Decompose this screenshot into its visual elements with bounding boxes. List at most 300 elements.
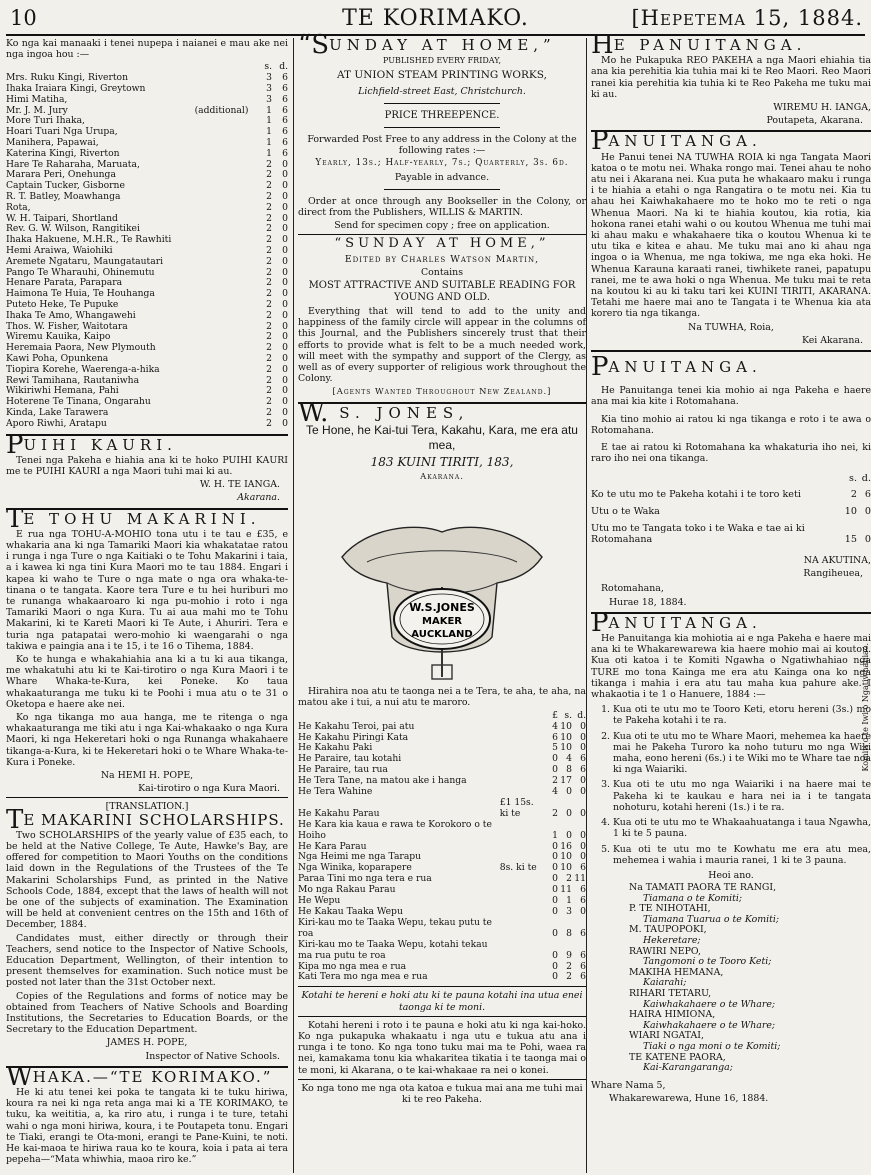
price-d: 6	[580, 927, 586, 939]
amount-d: 0	[282, 244, 288, 256]
stamp-city: AUCKLAND	[411, 629, 473, 641]
subscriber-note	[195, 214, 256, 225]
price-l: 0	[552, 884, 558, 896]
subscriber-note	[195, 181, 256, 192]
subscriber-name: Tiopira Korehe, Waerenga-a-hika	[6, 363, 160, 375]
table-row	[6, 419, 288, 430]
subscriber-note	[195, 138, 256, 149]
subscriber-name: Rewi Tamihana, Rautaniwha	[6, 374, 140, 386]
price-s: 2	[566, 971, 572, 983]
subscriber-name: Hare Te Raharaha, Maruata,	[6, 158, 140, 170]
list-item: 4. Kua oti te utu mo te Whakaahuatanga i taua Ngawha, 1 ki te 5 pauna.	[613, 817, 871, 839]
price-d: 6	[580, 753, 586, 765]
price-l: 4	[552, 786, 558, 798]
panui1-body: Mo he Pukapuka REO PAKEHA a nga Maori ehiahia tia ana kia perehitia kia tuhia mai ki te Reo Maori. Reo Maori ranei kia perehitia kia tuhia ki te Reo Pakeha me tuku mai ki au.	[591, 55, 871, 100]
sunday-published: PUBLISHED EVERY FRIDAY,	[382, 56, 502, 66]
price-s: 2	[566, 960, 572, 972]
committee-member: RAWIRI NEPO,	[629, 945, 702, 957]
panui3-title: Rangiheuea,	[803, 568, 863, 580]
subscriber-name: Wiremu Kauika, Kaipo	[6, 331, 111, 343]
committee-role: Tiamana Tuarua o te Komiti;	[643, 913, 780, 925]
subscriber-note	[195, 84, 256, 95]
price-item: He Kakahu Teroi, pai atu	[298, 720, 415, 732]
subscriber-name: Pango Te Wharauhi, Ohinemutu	[6, 266, 155, 278]
table-row	[298, 918, 586, 940]
amount-d: 0	[282, 374, 288, 386]
price-item: He Tera Tane, na matou ake i hanga	[298, 775, 467, 787]
price-item: Nga Heimi me nga Tarapu	[298, 851, 422, 863]
amount-s: 2	[266, 406, 272, 418]
jones-address: 183 KUINI TIRITI, 183,	[370, 454, 514, 469]
amount-s: 3	[266, 72, 272, 84]
amount-d: 0	[282, 396, 288, 408]
translation-label: [TRANSLATION.]	[105, 801, 189, 813]
subscriber-note	[195, 246, 256, 257]
table-row: £ s. d.	[552, 709, 586, 721]
committee-role: Kaiwhakahaere o te Whare;	[643, 1019, 776, 1031]
panui3-fee-table	[591, 471, 871, 550]
panui3-line2: Kia tino mohio ai ratou ki nga tikanga e roto i te awa o Rotomahana.	[591, 413, 871, 436]
committee-member: RIHARI TETARU,	[629, 988, 712, 1000]
committee-member: TE KATENE PAORA,	[629, 1051, 726, 1063]
amount-s: 2	[266, 374, 272, 386]
amount-s: 2	[266, 234, 272, 246]
price-l: 0	[552, 949, 558, 961]
amount-s: 2	[266, 255, 272, 267]
subscriber-note	[195, 160, 256, 171]
committee-member: M. TAUPOPOKI,	[629, 924, 707, 936]
jones-intro: Hirahira noa atu te taonga nei a te Tera, te aha, te aha, na matou ake i tui, a nui atu te maroro.	[298, 686, 586, 709]
amount-d: 0	[282, 201, 288, 213]
newspaper-title: TE KORIMAKO.	[342, 6, 529, 31]
stamp-name: W.S.JONES	[409, 601, 475, 615]
unit-s: s.	[264, 61, 272, 73]
panui2-signature: Na TUWHA, Roia,	[688, 321, 774, 333]
subscriber-name: Manihera, Papawai,	[6, 136, 99, 148]
price-range	[500, 896, 544, 907]
price-d: 6	[580, 764, 586, 776]
price-l: 0	[552, 764, 558, 776]
amount-d: 6	[282, 93, 288, 105]
sunday2-editor: Edited by Charles Watson Martin,	[344, 253, 540, 265]
panui4-intro: He Panuitanga kia mohiotia ai e nga Pakeha e haere mai ana ki te Whakarewarewa kia haere mohio mai ai koutou. Kua oti katoa i te Komiti Ngawha o Ngatiwhahiao nga TURE mo tona Kainga me era atu Kainga ona ko nga tikanga i mahia i era atu tau maha kua pahure ake. I whakaotia i te 1 o Hanuere, 1884 :—	[591, 633, 871, 701]
committee-member: WIARI NGATAI,	[629, 1030, 704, 1042]
fee-d: 0	[864, 534, 871, 546]
amount-d: 0	[282, 417, 288, 429]
price-item: Nga Winika, koparapere	[298, 862, 412, 874]
price-item: He Kakahu Parau	[298, 807, 380, 819]
amount-s: 2	[266, 352, 272, 364]
whaka-header: WHAKA.—“TE KORIMAKO.”	[6, 1061, 273, 1092]
price-range	[500, 874, 544, 885]
subscriber-name: Hoari Tuari Nga Urupa,	[6, 126, 118, 138]
subscriber-note	[195, 289, 256, 300]
fee-item: Ko te utu mo te Pakeha kotahi i te toro keti	[591, 489, 801, 501]
masthead	[6, 4, 865, 36]
price-s: 9	[566, 949, 572, 961]
amount-s: 2	[266, 320, 272, 332]
table-row	[298, 940, 586, 962]
jones-price-table	[298, 711, 586, 984]
amount-s: 2	[266, 396, 272, 408]
panui3-date: Hurae 18, 1884.	[609, 596, 687, 608]
price-l: 0	[552, 960, 558, 972]
amount-d: 0	[282, 190, 288, 202]
subscriber-name: Rota,	[6, 201, 31, 213]
subscriber-note	[195, 116, 256, 127]
amount-d: 0	[282, 385, 288, 397]
amount-s: 2	[266, 169, 272, 181]
subscriber-name: Thos. W. Fisher, Waitotara	[6, 320, 128, 332]
subscriber-name: Katerina Kingi, Riverton	[6, 147, 120, 159]
committee-member: P. TE NIHOTAHI,	[629, 903, 711, 915]
price-range	[500, 885, 544, 896]
price-l: 0	[552, 971, 558, 983]
price-range	[500, 776, 544, 787]
panui1-place: Poutapeta, Akarana.	[766, 115, 863, 127]
amount-s: 1	[266, 136, 272, 148]
unit-d: d.	[279, 61, 288, 73]
amount-d: 6	[282, 104, 288, 116]
saddle-illustration	[327, 487, 557, 682]
committee-role: Hekeretare;	[643, 935, 701, 947]
amount-d: 0	[282, 298, 288, 310]
table-row	[591, 504, 871, 521]
jones-tagline: Te Hone, he Kai-tui Tera, Kakahu, Kara, me era atu mea,	[306, 422, 578, 452]
committee-member: MAKIHA HEMANA,	[629, 966, 724, 978]
price-range	[500, 733, 544, 744]
price-s: 10	[560, 742, 572, 754]
price-range: £1 15s. ki te	[499, 796, 534, 819]
amount-s: 2	[266, 342, 272, 354]
price-item: Kati Tera mo nga mea e rua	[298, 971, 428, 983]
price-d: 0	[580, 731, 586, 743]
column-middle	[293, 30, 586, 1173]
committee-role: Tiaki o nga moni o te Komiti;	[643, 1041, 781, 1053]
table-row	[298, 885, 586, 896]
subscriber-note	[195, 95, 256, 106]
amount-d: 0	[282, 277, 288, 289]
sunday-specimen: Send for specimen copy ; free on application.	[334, 220, 550, 232]
price-d: 0	[580, 775, 586, 787]
sunday2-attractive: MOST ATTRACTIVE AND SUITABLE READING FOR YOUNG AND OLD.	[308, 280, 576, 304]
panui2-place: Kei Akarana.	[802, 334, 863, 346]
price-range	[500, 940, 544, 962]
price-d: 6	[580, 884, 586, 896]
price-range	[500, 918, 544, 940]
price-l: 1	[552, 829, 558, 841]
tohu-paragraph: E rua nga TOHU-A-MOHIO tona utu i te tau e £35, e whakaria ana ki nga Tamariki Maori kia whakatatae ratou i runga i nga Ture o nga Kaitiaki o te Tohu Makarini i taia, a i kawea ki nga tini Kura Maori mo te tau 1884. Engari i kapea ki waho te Ture o nga mate o nga ora whaka-te-tinana o te tangata. Kaore tera Ture e tu hei huriburi mo te runanga whakaaroaro ki nga pu-mohio i roto i nga Tamariki Maori o nga Kura. Tu ai aua mahi mo te Tohu Makarini, ki te Kareti Maori ki Te Aute, i Ahuriri. Tera e turia nga patapatai wero-mohio ki waengarahi o nga takiwa e paingia ana i te 15, i te 16 o Tihema, 1884.	[6, 528, 288, 652]
price-s: 1	[566, 895, 572, 907]
scholarship-paragraph: Copies of the Regulations and forms of notice may be obtained from Teachers of Native Schools and Boarding Institutions, the Secretaries to Education Boards, or the Secretary to the Education Department.	[6, 990, 288, 1036]
amount-d: 0	[282, 406, 288, 418]
amount-s: 2	[266, 180, 272, 192]
whaka-body: He ki atu tenei kei poka te tangata ki te tuku hiriwa, koura ra nei ki nga reta anga mai ki a TE KORIMAKO, te tuku, ka weititia, a, ka riro atu, i runga i te ture, tetahi wahi o nga moni hiriwa, koura, i te Poutapeta tonu. Engari te Tiaki, erangi te Ota-moni, erangi te Pane-Kuini, te noti. He kai-maoa te hiriwa raua ko te koura, koia i pata ai tera pepeha—“Mata whiwhia, maoa riro ke.”	[6, 1087, 288, 1166]
puihi-kauri-body: Tenei nga Pakeha e hiahia ana ki te hoko PUIHI KAURI me te PUIHI KAURI a nga Maori tuhi mai ki au.	[6, 454, 288, 477]
amount-s: 2	[266, 266, 272, 278]
amount-d: 0	[282, 223, 288, 235]
panui4-footer-place: Whakarewarewa, Hune 16, 1884.	[609, 1093, 769, 1104]
subscriber-name: Captain Tucker, Gisborne	[6, 180, 125, 192]
amount-s: 1	[266, 115, 272, 127]
subscriber-note	[195, 408, 256, 419]
amount-s: 2	[266, 363, 272, 375]
subscriber-name: Hoterene Te Tinana, Ongarahu	[6, 396, 151, 408]
committee-list	[621, 883, 871, 1074]
subscriber-note	[195, 73, 256, 84]
amount-d: 0	[282, 309, 288, 321]
amount-s: 2	[266, 201, 272, 213]
subscriber-note	[195, 343, 256, 354]
amount-s: 2	[266, 309, 272, 321]
amount-s: 3	[266, 93, 272, 105]
list-item: 5. Kua oti te utu mo te Kowhatu me era atu mea, mehemea i wahia i mauria ranei, 1 ki te 3 pauna.	[613, 844, 871, 866]
panui3-intro: He Panuitanga tenei kia mohio ai nga Pakeha e haere ana mai kia kite i Rotomahana.	[591, 385, 871, 408]
table-row: s. d.	[849, 472, 871, 484]
subscriber-note: (additional)	[194, 104, 249, 116]
committee-role: Kaiarahi;	[643, 977, 687, 989]
price-d: 6	[580, 949, 586, 961]
amount-d: 6	[282, 147, 288, 159]
subscriber-name: Mr. J. M. Jury	[6, 104, 68, 116]
subscriber-note	[195, 311, 256, 322]
amount-s: 2	[266, 277, 272, 289]
scholarship-paragraph: Two SCHOLARSHIPS of the yearly value of £35 each, to be held at the Native College, Te Aute, Hawke's Bay, are offered for competition to Maori Youths on the conditions laid down in the Regulations of the Trustees of the Te Makarini Scholarships Fund, as printed in the Native Schools Code, 1884, except that the laws of health will not be one of the subjects of examination. The Examination will be held at convenient centres on the 15th and 16th of December, 1884.	[6, 829, 288, 931]
table-row	[6, 365, 288, 376]
price-s: 10	[560, 720, 572, 732]
table-row	[591, 487, 871, 504]
price-item: Kiri-kau mo te Taaka Wepu, tekau putu te roa	[298, 916, 492, 939]
panui4-closing: Heoi ano.	[708, 869, 754, 881]
table-row	[298, 787, 586, 798]
fee-d: 0	[864, 506, 871, 518]
committee-role: Tiamana o te Komiti;	[643, 892, 743, 904]
jones-header: W. S. JONES,	[298, 397, 470, 428]
price-item: Paraa Tini mo nga tera e rua	[298, 873, 432, 885]
amount-d: 0	[282, 331, 288, 343]
fee-s: 10	[844, 506, 857, 518]
amount-s: 2	[266, 244, 272, 256]
subscriber-name: Kinda, Lake Tarawera	[6, 406, 109, 418]
fee-s: 2	[850, 489, 857, 501]
stamp-maker: MAKER	[422, 616, 462, 628]
amount-s: 2	[266, 190, 272, 202]
price-l: 0	[552, 873, 558, 885]
subscriber-note	[195, 235, 256, 246]
price-d: 0	[580, 851, 586, 863]
amount-s: 1	[266, 104, 272, 116]
price-range	[500, 765, 544, 776]
scholarship-paragraph: Candidates must, either directly or through their Teachers, send notice to the Inspector of Native Schools, Education Department, Wellington, of their intention to present themselves for examination. Such notice must be posted not later than the 31st October next.	[6, 932, 288, 989]
jones-city: Akarana.	[420, 472, 464, 483]
price-d: 6	[580, 960, 586, 972]
price-s: 4	[566, 753, 572, 765]
issue-date: [Hepetema 15, 1884.	[631, 6, 863, 30]
panui4-list	[613, 704, 871, 866]
price-item: He Kara kia kaua e rawa te Korokoro o te Hoiho	[298, 818, 492, 841]
amount-d: 0	[282, 320, 288, 332]
price-range	[500, 820, 544, 842]
price-item: He Wepu	[298, 895, 341, 907]
subscriber-name: Ihaka Te Amo, Whangawehi	[6, 309, 136, 321]
sunday-price: PRICE THREEPENCE.	[384, 109, 500, 121]
price-l: 0	[552, 840, 558, 852]
price-d: 6	[580, 971, 586, 983]
subscriber-note	[195, 376, 256, 387]
price-range	[500, 722, 544, 733]
subscriber-name: W. H. Taipari, Shortland	[6, 212, 118, 224]
amount-d: 0	[282, 255, 288, 267]
price-d: 0	[580, 906, 586, 917]
puihi-kauri-header: PUIHI KAURI.	[6, 429, 177, 460]
subscriber-note	[195, 170, 256, 181]
panui1-header: HE PANUITANGA.	[591, 30, 807, 60]
subscriber-note	[195, 278, 256, 289]
panui4-header: PANUITANGA.	[591, 607, 762, 638]
amount-s: 2	[266, 385, 272, 397]
price-range	[500, 907, 544, 918]
amount-d: 0	[282, 169, 288, 181]
price-s: 0	[566, 807, 572, 819]
table-row	[298, 798, 586, 820]
subscriber-note	[195, 365, 256, 376]
tohu-paragraph: Ko te hunga e whakahiahia ana ki a tu ki aua tikanga, me whakatuhi atu ki te Kai-tirotiro o nga Kura Maori i te Whare Whaka-te-Kura, kei Poneke. Ko taua whakaaturanga me tuku ki te Poohi i mua atu o te 31 o Oketopa e haere ake nei.	[6, 653, 288, 710]
sunday2-body: Everything that will tend to add to the unity and happiness of the family circle will appear in the columns of this Journal, and the Publishers sincerely trust that their efforts to provide what is felt to be a much needed work, will meet with the sympathy and support of the Clergy, as well as of every supporter of religious work throughout the Colony.	[298, 306, 586, 385]
column-left	[6, 38, 288, 1173]
subscriber-note	[195, 224, 256, 235]
amount-d: 0	[282, 363, 288, 375]
price-l: 2	[552, 775, 558, 787]
subscriber-name: Kawi Poha, Opunkena	[6, 352, 109, 364]
table-row	[298, 820, 586, 842]
subscriber-name: Puteto Heke, Te Pupuke	[6, 298, 119, 310]
panui2-header: PANUITANGA.	[591, 126, 762, 157]
price-d: 0	[580, 742, 586, 754]
amount-s: 2	[266, 417, 272, 429]
price-s: 2	[566, 873, 572, 885]
amount-s: 3	[266, 83, 272, 94]
list-item: 1. Kua oti te utu mo te Tooro Keti, etoru hereni (3s.) mo te Pakeha kotahi i te ra.	[613, 704, 871, 726]
subscriber-note	[195, 127, 256, 138]
list-item: 3. Kua oti te utu mo nga Waiariki i na haere mai te Pakeha ki te kaukau e hara nei ia i te tangata nohoturu, kotahi hereni (1s.) i te ra.	[613, 779, 871, 813]
subscriber-name: Rev. G. W. Wilson, Rangitikei	[6, 223, 140, 235]
jones-note: Kotahi te hereni e hoki atu ki te pauna kotahi ina utua enei taonga ki te moni.	[301, 990, 583, 1013]
amount-d: 0	[282, 212, 288, 224]
price-range	[500, 754, 544, 765]
subscriber-name: Ihaka Iraiara Kingi, Greytown	[6, 83, 146, 94]
subscriber-name: Wikiriwhi Hemana, Pahi	[6, 385, 119, 397]
table-row	[298, 722, 586, 733]
sunday-address: Lichfield-street East, Christchurch.	[358, 85, 526, 97]
column-right	[586, 30, 871, 1173]
amount-d: 0	[282, 234, 288, 246]
subscriber-name: Himi Matiha,	[6, 93, 68, 105]
price-item: He Paraire, tau rua	[298, 764, 388, 776]
price-d: 11	[574, 873, 586, 885]
scholarships-header: TE MAKARINI SCHOLARSHIPS.	[6, 804, 285, 835]
subscriber-name: Ihaka Hakuene, M.H.R., Te Rawhiti	[6, 234, 172, 246]
amount-s: 2	[266, 331, 272, 343]
price-s: 16	[560, 840, 572, 852]
amount-d: 0	[282, 352, 288, 364]
puihi-kauri-signature: W. H. TE IANGA.	[199, 479, 280, 491]
fee-item: Utu mo te Tangata toko i te Waka e tae ai ki Rotomahana	[591, 523, 805, 546]
scholarship-signature: JAMES H. POPE,	[106, 1037, 188, 1049]
fee-s: 15	[844, 534, 857, 546]
price-range	[500, 962, 544, 973]
subscriber-note	[195, 257, 256, 268]
table-row	[298, 972, 586, 983]
amount-d: 6	[282, 126, 288, 138]
price-s: 8	[566, 764, 572, 776]
amount-s: 2	[266, 223, 272, 235]
price-item: Kipa mo nga mea e rua	[298, 960, 407, 972]
amount-s: 2	[266, 298, 272, 310]
price-s: 3	[566, 906, 572, 917]
subscriber-note	[195, 332, 256, 343]
sunday-works: AT UNION STEAM PRINTING WORKS,	[337, 69, 547, 82]
jones-closing: Ko nga tono me nga ota katoa e tukua mai ana me tuhi mai ki te reo Pakeha.	[301, 1082, 583, 1105]
price-s: 10	[560, 862, 572, 874]
price-l: 0	[552, 895, 558, 907]
amount-s: 1	[266, 126, 272, 138]
amount-d: 0	[282, 158, 288, 170]
price-l: 0	[552, 927, 558, 939]
amount-d: 6	[282, 136, 288, 148]
price-item: Mo nga Rakau Parau	[298, 884, 396, 896]
puihi-kauri-place: Akarana.	[237, 492, 280, 504]
price-d: 0	[580, 720, 586, 732]
tohu-signature: Na HEMI H. POPE,	[100, 769, 194, 781]
sunday2-contains: Contains	[420, 266, 464, 278]
price-item: He Paraire, tau kotahi	[298, 753, 402, 765]
table-row	[6, 257, 288, 268]
committee-role: Tangomoni o te Tooro Keti;	[643, 956, 772, 968]
amount-d: 0	[282, 288, 288, 300]
subscriber-note	[195, 397, 256, 408]
fee-item: Utu o te Waka	[591, 506, 660, 518]
price-item: He Kakau Taaka Wepu	[298, 906, 403, 917]
subscriber-name: Aporo Riwhi, Aratapu	[6, 417, 107, 429]
subscriber-note	[195, 203, 256, 214]
price-range	[500, 972, 544, 983]
price-s: 8	[566, 927, 572, 939]
tohu-makarini-header: TE TOHU MAKARINI.	[6, 503, 261, 534]
price-item: He Kakahu Paki	[298, 742, 373, 754]
list-item: 2. Kua oti te utu mo te Whare Maori, mehemea ka haere mai he Pakeha Turoro ka noho tuturu mo nga Wiki maha, eono hereni (6s.) i te Wiki mo te Whare tae noa ki nga Waiariki.	[613, 731, 871, 776]
table-row	[6, 311, 288, 322]
sunday2-agents: [Agents Wanted Throughout New Zealand.]	[332, 386, 552, 397]
price-s: 11	[560, 884, 572, 896]
amount-d: 0	[282, 180, 288, 192]
price-l: 6	[552, 731, 558, 743]
subscriber-note	[195, 386, 256, 397]
amount-d: 0	[282, 266, 288, 278]
sunday2-header: “SUNDAY AT HOME,”	[334, 236, 550, 252]
subscriptions-intro: Ko nga kai manaaki i tenei nupepa i naianei e mau ake nei nga ingoa hou :—	[6, 38, 288, 61]
price-range	[500, 743, 544, 754]
price-item: He Tera Wahine	[298, 786, 373, 798]
price-item: Kiri-kau mo te Taaka Wepu, kotahi tekau ma rua putu te roa	[298, 938, 488, 961]
price-d: 0	[580, 807, 586, 819]
price-s: 10	[560, 731, 572, 743]
price-l: 2	[552, 807, 558, 819]
subscriptions-table	[6, 62, 288, 429]
price-s: 17	[560, 775, 572, 787]
tohu-paragraph: Ko nga tikanga mo aua hanga, me te ritenga o nga whakaaturanga me tiki atu i nga Kai-whakaako o nga Kura Maori, ki nga Hekeretari hoki o nga Runanga whakahaere tikanga-a-Kura, ki te Hekeretari hoki o te Whare Whaka-te-Kura i Poneke.	[6, 711, 288, 768]
subscriber-note	[195, 419, 256, 430]
table-row	[6, 203, 288, 214]
